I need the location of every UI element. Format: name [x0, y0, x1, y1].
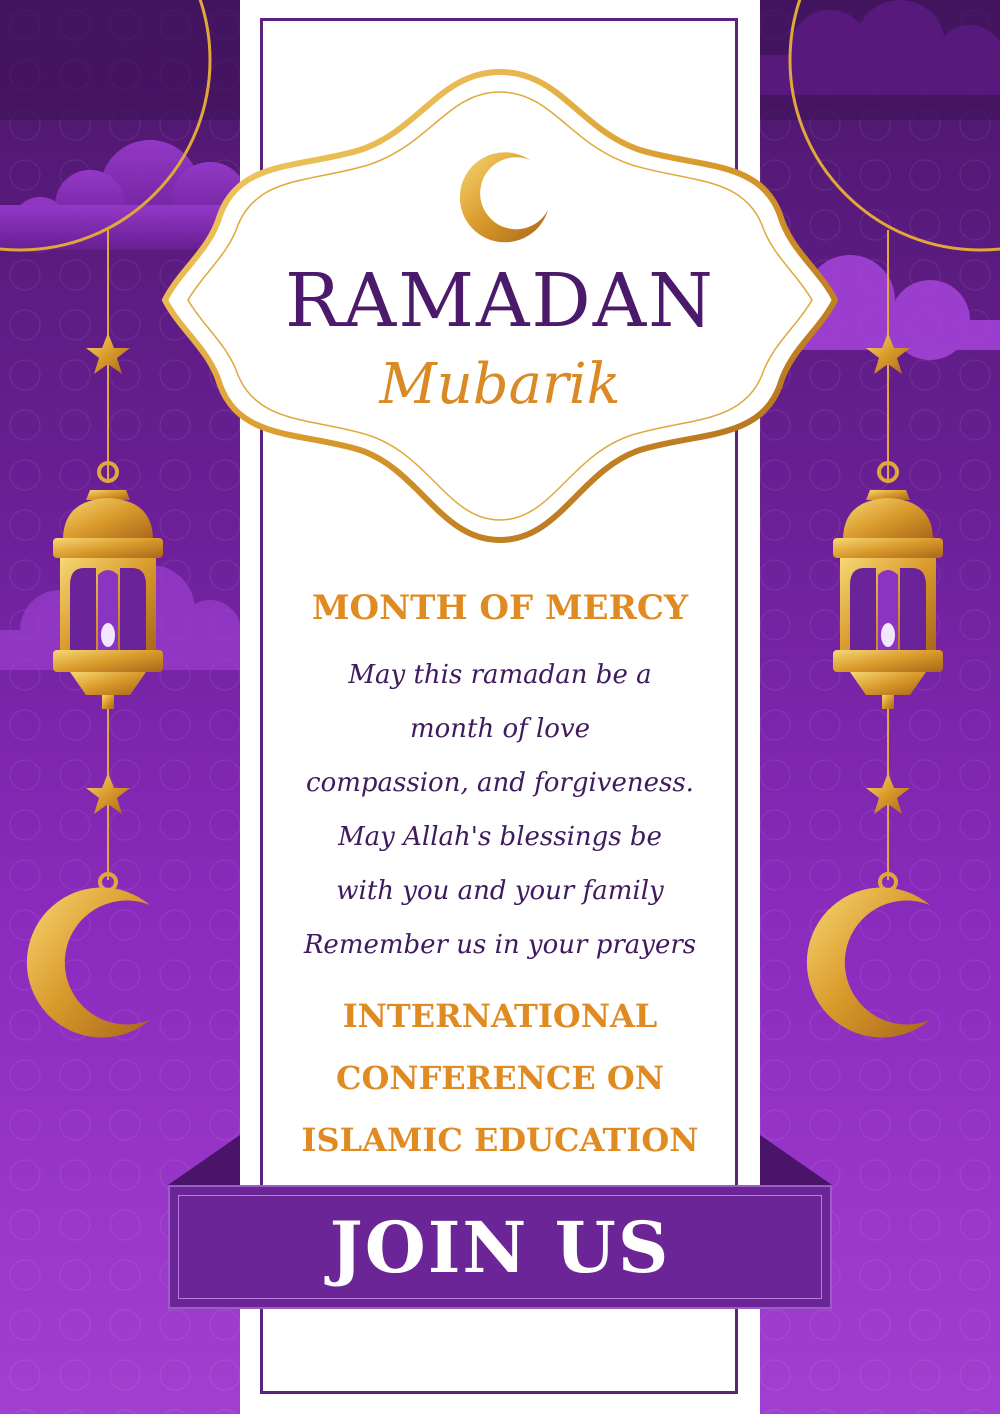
message-line: May Allah's blessings be: [338, 822, 662, 852]
message-line: with you and your family: [336, 876, 664, 906]
message-line: month of love: [409, 714, 591, 744]
join-us-button[interactable]: [168, 1185, 832, 1309]
badge-subtitle: Mubarik: [379, 352, 621, 417]
conference-line: ISLAMIC EDUCATION: [301, 1121, 699, 1159]
message-line: compassion, and forgiveness.: [306, 768, 694, 798]
message-line: May this ramadan be a: [348, 660, 652, 690]
join-us-label: JOIN US: [329, 1205, 671, 1289]
section-heading: MONTH OF MERCY: [311, 588, 689, 628]
message-line: Remember us in your prayers: [303, 930, 697, 960]
conference-line: CONFERENCE ON: [335, 1059, 665, 1097]
badge-title: RAMADAN: [285, 258, 715, 344]
conference-line: INTERNATIONAL: [342, 997, 658, 1035]
